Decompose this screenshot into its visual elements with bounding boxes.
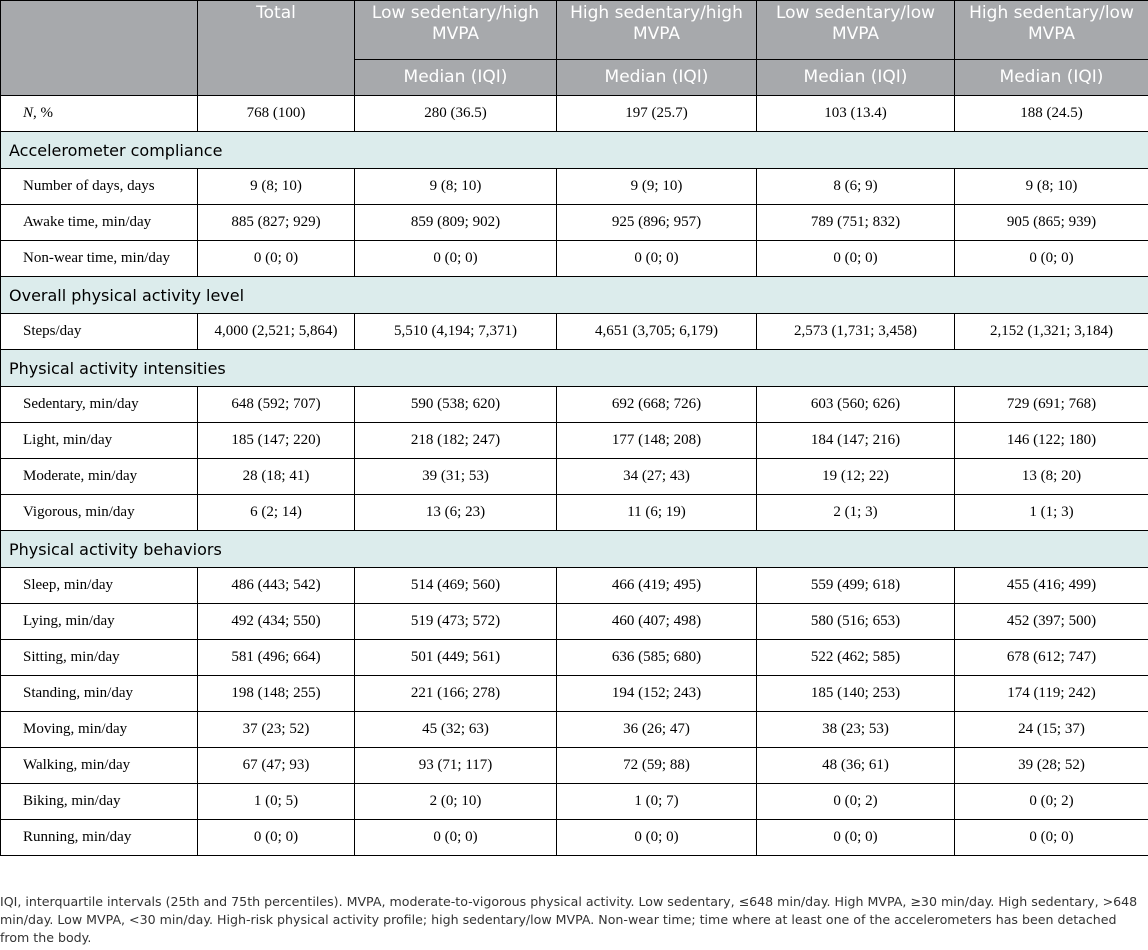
cell-value: 9 (9; 10)	[557, 169, 757, 205]
cell-value: 0 (0; 2)	[757, 784, 955, 820]
cell-value: 4,651 (3,705; 6,179)	[557, 314, 757, 350]
header-group: Low sedentary/low MVPA	[757, 1, 955, 60]
cell-value: 692 (668; 726)	[557, 387, 757, 423]
cell-value: 636 (585; 680)	[557, 640, 757, 676]
cell-value: 0 (0; 0)	[198, 820, 355, 856]
cell-value: 590 (538; 620)	[355, 387, 557, 423]
cell-value: 501 (449; 561)	[355, 640, 557, 676]
row-label: Number of days, days	[1, 169, 198, 205]
cell-value: 197 (25.7)	[557, 96, 757, 132]
header-median-iqi: Median (IQI)	[955, 60, 1148, 96]
section-title: Physical activity intensities	[1, 350, 1148, 387]
table-row	[1, 676, 1148, 712]
row-label: Running, min/day	[1, 820, 198, 856]
cell-value: 455 (416; 499)	[955, 568, 1148, 604]
cell-value: 38 (23; 53)	[757, 712, 955, 748]
cell-value: 9 (8; 10)	[955, 169, 1148, 205]
cell-value: 519 (473; 572)	[355, 604, 557, 640]
cell-value: 0 (0; 2)	[955, 784, 1148, 820]
cell-value: 184 (147; 216)	[757, 423, 955, 459]
cell-value: 34 (27; 43)	[557, 459, 757, 495]
row-label: Non-wear time, min/day	[1, 241, 198, 277]
cell-value: 0 (0; 0)	[355, 820, 557, 856]
cell-value: 678 (612; 747)	[955, 640, 1148, 676]
row-label: Sitting, min/day	[1, 640, 198, 676]
cell-value: 9 (8; 10)	[198, 169, 355, 205]
cell-value: 514 (469; 560)	[355, 568, 557, 604]
table-row	[1, 459, 1148, 495]
table-header	[1, 1, 1148, 96]
table-row-n	[1, 96, 1148, 132]
section-row	[1, 531, 1148, 568]
cell-value: 19 (12; 22)	[757, 459, 955, 495]
cell-value: 9 (8; 10)	[355, 169, 557, 205]
row-label: Moderate, min/day	[1, 459, 198, 495]
cell-value: 580 (516; 653)	[757, 604, 955, 640]
n-symbol: N	[23, 105, 34, 121]
cell-value: 37 (23; 52)	[198, 712, 355, 748]
cell-value: 460 (407; 498)	[557, 604, 757, 640]
cell-value: 280 (36.5)	[355, 96, 557, 132]
header-group: Low sedentary/high MVPA	[355, 1, 557, 60]
table-row	[1, 748, 1148, 784]
cell-value: 0 (0; 0)	[757, 820, 955, 856]
table-body	[1, 96, 1148, 856]
table-row	[1, 604, 1148, 640]
cell-value: 2,573 (1,731; 3,458)	[757, 314, 955, 350]
cell-value: 13 (6; 23)	[355, 495, 557, 531]
row-label: Lying, min/day	[1, 604, 198, 640]
cell-value: 603 (560; 626)	[757, 387, 955, 423]
section-row	[1, 132, 1148, 169]
cell-value: 13 (8; 20)	[955, 459, 1148, 495]
section-row	[1, 277, 1148, 314]
table-row	[1, 820, 1148, 856]
row-label: Steps/day	[1, 314, 198, 350]
cell-value: 36 (26; 47)	[557, 712, 757, 748]
cell-value: 559 (499; 618)	[757, 568, 955, 604]
section-row	[1, 350, 1148, 387]
cell-value: 174 (119; 242)	[955, 676, 1148, 712]
table-row	[1, 387, 1148, 423]
cell-value: 452 (397; 500)	[955, 604, 1148, 640]
table-row	[1, 784, 1148, 820]
cell-value: 48 (36; 61)	[757, 748, 955, 784]
cell-value: 0 (0; 0)	[355, 241, 557, 277]
header-group: High sedentary/low MVPA	[955, 1, 1148, 60]
cell-value: 522 (462; 585)	[757, 640, 955, 676]
row-label: Moving, min/day	[1, 712, 198, 748]
cell-value: 729 (691; 768)	[955, 387, 1148, 423]
cell-value: 0 (0; 0)	[557, 241, 757, 277]
row-label: Awake time, min/day	[1, 205, 198, 241]
cell-value: 93 (71; 117)	[355, 748, 557, 784]
cell-value: 39 (31; 53)	[355, 459, 557, 495]
cell-value: 885 (827; 929)	[198, 205, 355, 241]
table-row	[1, 423, 1148, 459]
cell-value: 1 (1; 3)	[955, 495, 1148, 531]
cell-value: 24 (15; 37)	[955, 712, 1148, 748]
cell-value: 0 (0; 0)	[955, 820, 1148, 856]
cell-value: 0 (0; 0)	[757, 241, 955, 277]
table-row	[1, 640, 1148, 676]
cell-value: 789 (751; 832)	[757, 205, 955, 241]
cell-value: 4,000 (2,521; 5,864)	[198, 314, 355, 350]
cell-value: 45 (32; 63)	[355, 712, 557, 748]
row-label: Sedentary, min/day	[1, 387, 198, 423]
cell-value: 466 (419; 495)	[557, 568, 757, 604]
cell-value: 146 (122; 180)	[955, 423, 1148, 459]
table-footnote: IQI, interquartile intervals (25th and 75th percentiles). MVPA, moderate-to-vigorous physical activity. Low sedentary, ≤648 min/day. High MVPA, ≥30 min/day. High sedentary, >648 min/day. Low MVPA, <30 min/day. High-risk physical activity profile; high sedentary/low MVPA. Non-wear time; time where at least one of the accelerometers has been detached from the body.	[0, 894, 1138, 945]
cell-value: 5,510 (4,194; 7,371)	[355, 314, 557, 350]
cell-value: 1 (0; 7)	[557, 784, 757, 820]
cell-value: 177 (148; 208)	[557, 423, 757, 459]
cell-value: 2 (1; 3)	[757, 495, 955, 531]
cell-value: 2 (0; 10)	[355, 784, 557, 820]
cell-value: 486 (443; 542)	[198, 568, 355, 604]
table-row	[1, 169, 1148, 205]
cell-value: 859 (809; 902)	[355, 205, 557, 241]
cell-value: 925 (896; 957)	[557, 205, 757, 241]
cell-value: 768 (100)	[198, 96, 355, 132]
header-total: Total	[198, 1, 355, 96]
cell-value: 218 (182; 247)	[355, 423, 557, 459]
table-row	[1, 205, 1148, 241]
cell-value: 67 (47; 93)	[198, 748, 355, 784]
row-label: Standing, min/day	[1, 676, 198, 712]
cell-value: 28 (18; 41)	[198, 459, 355, 495]
header-median-iqi: Median (IQI)	[355, 60, 557, 96]
cell-value: 2,152 (1,321; 3,184)	[955, 314, 1148, 350]
cell-value: 6 (2; 14)	[198, 495, 355, 531]
table-row	[1, 568, 1148, 604]
row-label: Vigorous, min/day	[1, 495, 198, 531]
cell-value: 188 (24.5)	[955, 96, 1148, 132]
section-title: Physical activity behaviors	[1, 531, 1148, 568]
header-group: High sedentary/high MVPA	[557, 1, 757, 60]
table-row	[1, 314, 1148, 350]
cell-value: 185 (140; 253)	[757, 676, 955, 712]
cell-value: 8 (6; 9)	[757, 169, 955, 205]
table-row	[1, 495, 1148, 531]
cell-value: 11 (6; 19)	[557, 495, 757, 531]
cell-value: 0 (0; 0)	[557, 820, 757, 856]
row-label: Biking, min/day	[1, 784, 198, 820]
section-title: Accelerometer compliance	[1, 132, 1148, 169]
cell-value: 194 (152; 243)	[557, 676, 757, 712]
cell-value: 185 (147; 220)	[198, 423, 355, 459]
table-row	[1, 241, 1148, 277]
header-median-iqi: Median (IQI)	[557, 60, 757, 96]
cell-value: 0 (0; 0)	[955, 241, 1148, 277]
cell-value: 72 (59; 88)	[557, 748, 757, 784]
n-label-suffix: , %	[33, 105, 54, 121]
cell-value: 581 (496; 664)	[198, 640, 355, 676]
cell-value: 1 (0; 5)	[198, 784, 355, 820]
header-median-iqi: Median (IQI)	[757, 60, 955, 96]
row-label: Walking, min/day	[1, 748, 198, 784]
cell-value: 39 (28; 52)	[955, 748, 1148, 784]
cell-value: 103 (13.4)	[757, 96, 955, 132]
row-label: Light, min/day	[1, 423, 198, 459]
cell-value: 905 (865; 939)	[955, 205, 1148, 241]
cell-value: 0 (0; 0)	[198, 241, 355, 277]
table-row	[1, 712, 1148, 748]
row-label: Sleep, min/day	[1, 568, 198, 604]
row-label	[1, 96, 198, 132]
header-corner	[1, 1, 198, 96]
cell-value: 648 (592; 707)	[198, 387, 355, 423]
section-title: Overall physical activity level	[1, 277, 1148, 314]
cell-value: 198 (148; 255)	[198, 676, 355, 712]
cell-value: 221 (166; 278)	[355, 676, 557, 712]
cell-value: 492 (434; 550)	[198, 604, 355, 640]
